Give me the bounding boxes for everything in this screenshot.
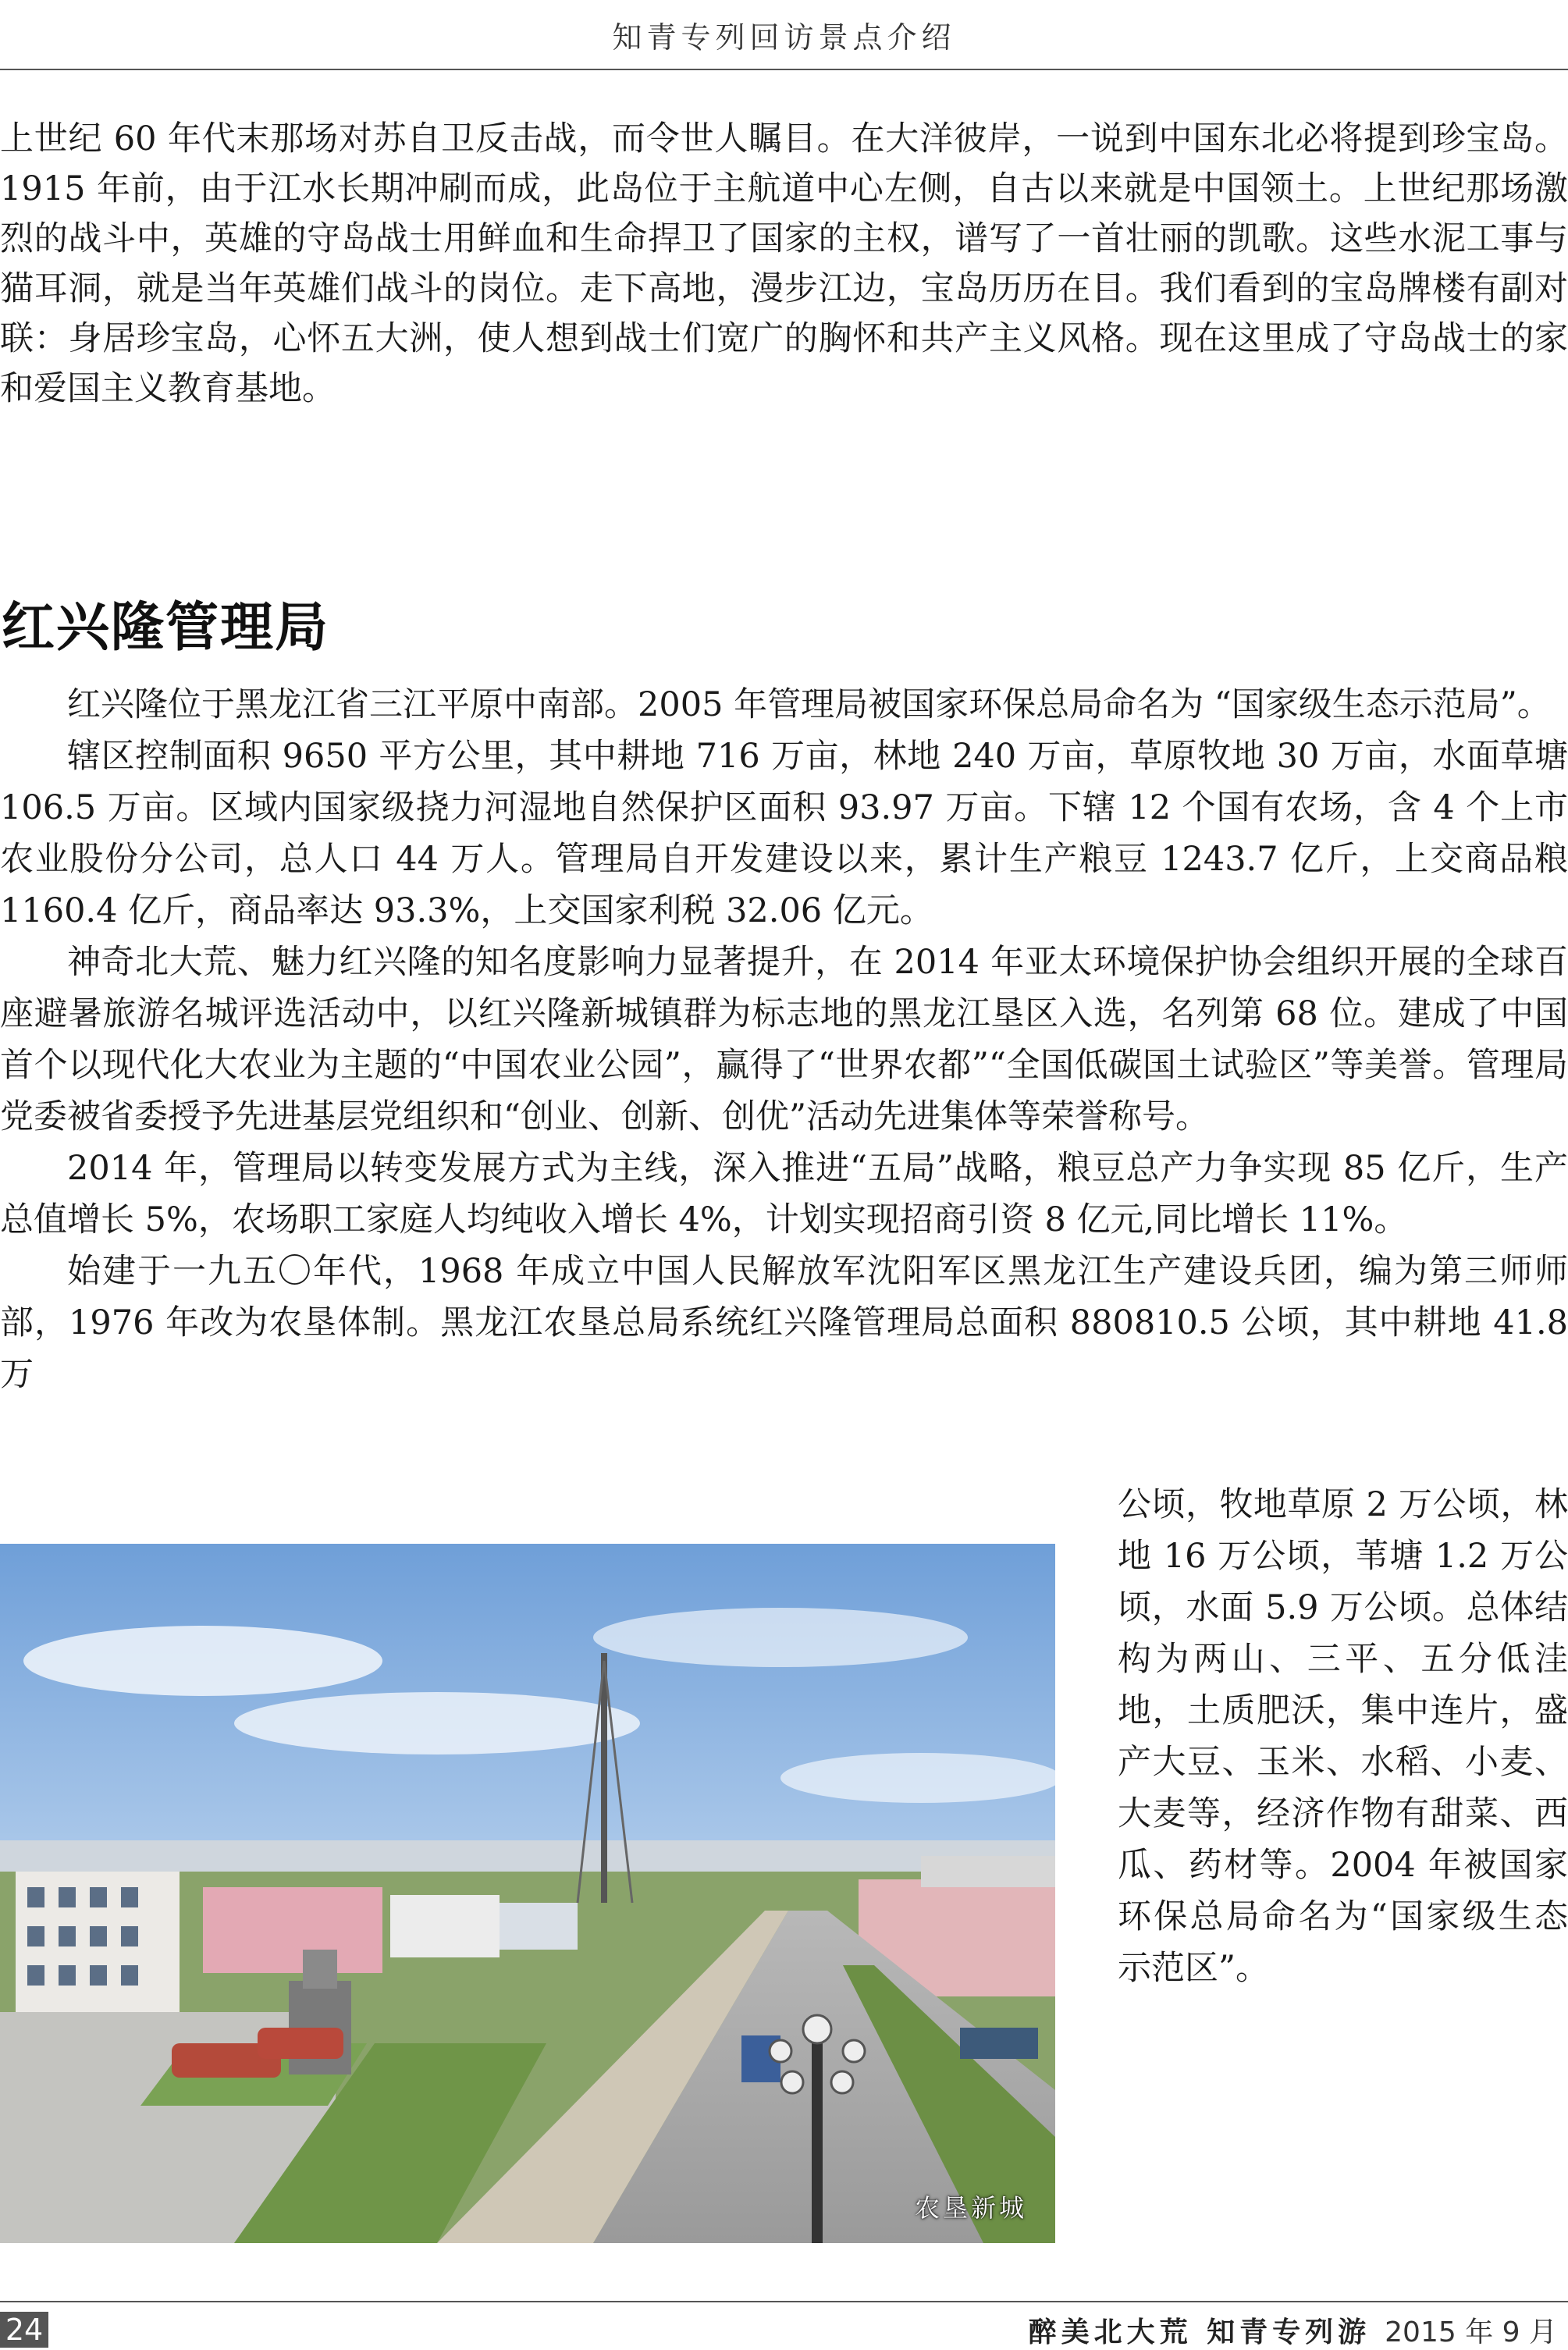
- town-photo: [0, 1544, 1055, 2243]
- section-body: [0, 679, 1568, 1400]
- section-paragraph: 2014 年，管理局以转变发展方式为主线，深入推进“五局”战略，粮豆总产力争实现 85 亿斤，生产总值增长 5%，农场职工家庭人均纯收入增长 4%，计划实现招商引资 8 亿元,同比增长 11%。: [0, 1149, 1568, 1239]
- section-title: 红兴隆管理局: [2, 597, 330, 659]
- section-paragraph-continuation: 公顷，牧地草原 2 万公顷，林地 16 万公顷，苇塘 1.2 万公顷，水面 5.9 万公顷。总体结构为两山、三平、五分低洼地，土质肥沃，集中连片，盛产大豆、玉米、水稻、小麦、大麦等，经济作物有甜菜、西瓜、药材等。2004 年被国家环保总局命名为“国家级生态示范区”。: [1118, 1485, 1568, 1988]
- section-paragraph: 辖区控制面积 9650 平方公里，其中耕地 716 万亩，林地 240 万亩，草原牧地 30 万亩，水面草塘 106.5 万亩。区域内国家级挠力河湿地自然保护区面积 93.97 万亩。下辖 12 个国有农场，含 4 个上市农业股份分公司，总人口 44 万人。管理局自开发建设以来，累计生产粮豆 1243.7 亿斤，上交商品粮 1160.4 亿斤，商品率达 93.3%，上交国家利税 32.06 亿元。: [0, 737, 1568, 930]
- footer-divider: [0, 2301, 1568, 2302]
- section-paragraph: 红兴隆位于黑龙江省三江平原中南部。2005 年管理局被国家环保总局命名为 “国家级生态示范局”。: [67, 685, 1551, 724]
- section-paragraph: 神奇北大荒、魅力红兴隆的知名度影响力显著提升，在 2014 年亚太环境保护协会组织开展的全球百座避暑旅游名城评选活动中，以红兴隆新城镇群为标志地的黑龙江垦区入选，名列第 68 位。建成了中国首个以现代化大农业为主题的“中国农业公园”，赢得了“世界农都”“全国低碳国土试验区”等美誉。管理局党委被省委授予先进基层党组织和“创业、创新、创优”活动先进集体等荣誉称号。: [0, 943, 1568, 1136]
- page-number: 24: [0, 2312, 48, 2348]
- town-photo-illustration: [0, 1544, 1055, 2243]
- running-title: 知青专列回访景点介绍: [612, 20, 956, 55]
- section-paragraph: 始建于一九五〇年代，1968 年成立中国人民解放军沈阳军区黑龙江生产建设兵团，编为第三师师部，1976 年改为农垦体制。黑龙江农垦总局系统红兴隆管理局总面积 880810.5 公顷，其中耕地 41.8 万: [0, 1252, 1568, 1394]
- footer-info: [1029, 2312, 1557, 2348]
- issue-date: 2015 年 9 月: [1385, 2316, 1557, 2348]
- header-divider: [0, 69, 1568, 70]
- running-header: [0, 0, 1568, 69]
- intro-paragraph: 上世纪 60 年代末那场对苏自卫反击战，而令世人瞩目。在大洋彼岸，一说到中国东北必将提到珍宝岛。1915 年前，由于江水长期冲刷而成，此岛位于主航道中心左侧，自古以来就是中国领土。上世纪那场激烈的战斗中，英雄的守岛战士用鲜血和生命捍卫了国家的主权，谱写了一首壮丽的凯歌。这些水泥工事与猫耳洞，就是当年英雄们战斗的岗位。走下高地，漫步江边，宝岛历历在目。我们看到的宝岛牌楼有副对联：身居珍宝岛，心怀五大洲，使人想到战士们宽广的胸怀和共产主义风格。现在这里成了守岛战士的家和爱国主义教育基地。: [0, 119, 1568, 408]
- photo-caption: 农垦新城: [914, 2193, 1027, 2223]
- journal-name: 醉美北大荒 知青专列游: [1028, 2315, 1371, 2348]
